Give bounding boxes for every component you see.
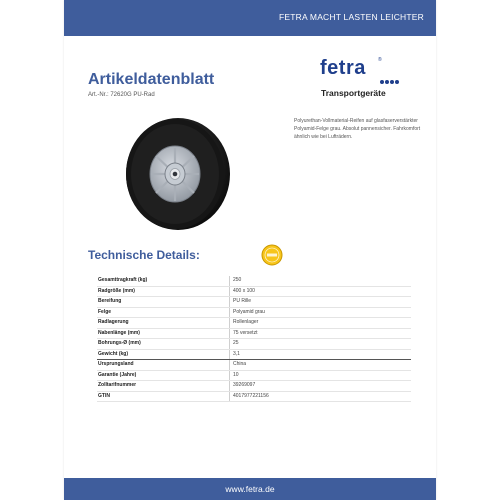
row-label: Nabenlänge (mm) [98,329,140,336]
table-row [97,360,411,371]
row-value: 250 [233,277,242,283]
table-row [97,381,411,392]
guarantee-badge-icon [261,244,283,266]
table-row [97,329,411,340]
row-value: 10 [233,371,239,378]
datasheet-page [64,0,436,500]
footer-url-link[interactable]: www.fetra.de [225,484,275,494]
table-row [97,318,411,329]
row-value: Polyamid grau [233,308,265,315]
table-row [97,276,411,287]
row-value: 3,1 [233,350,240,357]
row-value: Rollenlager [233,319,259,325]
row-label: Garantie (Jahre) [98,371,137,378]
article-number: Art.-Nr.: 72620G PU-Rad [88,92,155,98]
table-row [97,297,411,308]
row-label: Radgröße (mm) [98,287,135,294]
page-title: Artikeldatenblatt [88,71,215,88]
table-row [97,308,411,319]
technical-details-table [97,276,411,402]
table-row [97,287,411,298]
table-row [97,350,411,361]
logo-dots-icon [380,71,400,89]
row-label: Felge [98,308,112,315]
row-value: China [233,361,247,367]
footer-banner [64,478,436,500]
row-value: PU Rille [233,298,252,304]
wheel-image [112,110,239,237]
row-label: Gewicht (kg) [98,350,129,357]
slogan: FETRA MACHT LASTEN LEICHTER [278,12,424,22]
row-value: 39269097 [233,382,256,388]
wheel-icon [112,110,239,237]
row-value: 25 [233,340,239,346]
row-label: Gesamttragkraft (kg) [98,277,148,283]
technical-details-heading: Technische Details: [88,248,200,262]
row-label: Radlagerung [98,319,129,325]
table-row [97,392,411,403]
table-row [97,339,411,350]
product-description: Polyurethan-Vollmaterial-Reifen auf glasfaserverstärkter Polyamid-Felge grau. Absolut pannensicher. Fahrkomfort ähnlich wie bei Lufträdern. [294,118,421,140]
row-value: 4017977221156 [233,392,269,399]
top-banner [64,0,436,36]
row-value: 75 versetzt [233,329,258,336]
row-value: 400 x 100 [233,287,255,294]
brand-tagline: Transportgeräte [321,88,386,98]
registered-mark: ® [378,57,382,63]
row-label: Zolltarifnummer [98,382,137,388]
row-label: Bohrungs-Ø (mm) [98,340,141,346]
row-label: Ursprungsland [98,361,134,367]
row-label: GTIN [98,392,110,399]
fetra-logo [320,57,420,81]
row-label: Bereifung [98,298,122,304]
logo-wordmark: fetra [320,57,366,79]
table-row [97,371,411,382]
